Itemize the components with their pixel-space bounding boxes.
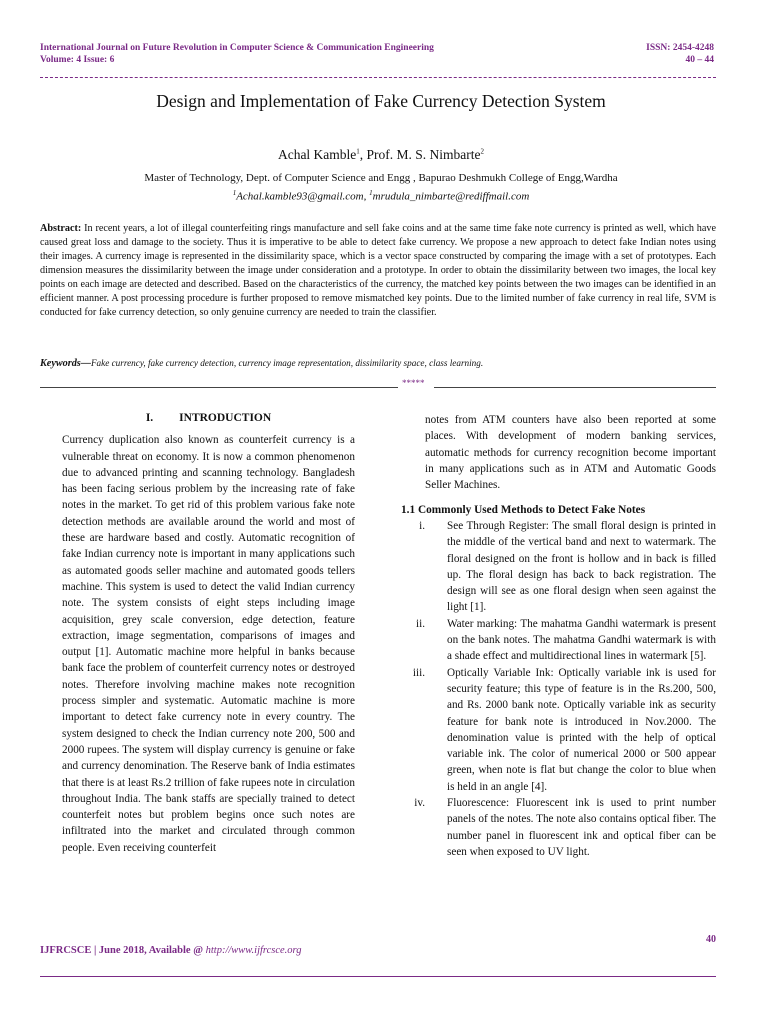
list-item-text: Fluorescence: Fluorescent ink is used to print number panels of the notes. The note also contains optical fiber. The number panel in fluorescent ink and optical fiber can be seen when exposed to UV light.	[447, 797, 716, 858]
email-1: Achal.kamble93@gmail.com,	[236, 190, 370, 203]
paper-title: Design and Implementation of Fake Currency Detection System	[156, 91, 606, 111]
section-separator	[40, 378, 716, 392]
separator-line-right	[434, 387, 716, 388]
journal-volume: Volume: 4 Issue: 6	[40, 54, 115, 65]
separator-stars: *****	[402, 378, 425, 388]
footer	[40, 945, 301, 956]
footer-text: IJFRCSCE | June 2018, Available @	[40, 945, 206, 956]
author-1: Achal Kamble	[277, 147, 357, 162]
author-2-sup: 2	[480, 147, 485, 156]
keywords-label: Keywords—	[40, 358, 91, 369]
email-2-sup: 1	[369, 189, 373, 197]
page-number: 40	[706, 934, 716, 945]
list-item	[401, 518, 716, 616]
subsection-heading: 1.1 Commonly Used Methods to Detect Fake Notes	[401, 504, 646, 516]
section-number: I.	[145, 412, 154, 424]
issn-info	[646, 43, 714, 66]
journal-name: International Journal on Future Revolution in Computer Science & Communication Engineering	[40, 43, 434, 53]
abstract-label: Abstract:	[40, 223, 82, 234]
methods-list	[401, 518, 716, 860]
author-2: , Prof. M. S. Nimbarte	[359, 147, 481, 162]
author-1-sup: 1	[356, 147, 360, 156]
list-item-text: Water marking: The mahatma Gandhi watermark is present on the bank notes. The mahatma Gandhi watermark is with a shade effect and multidirectional lines in watermark [5].	[447, 617, 716, 663]
page-range: 40 – 44	[685, 54, 714, 65]
list-item-number: iv.	[414, 797, 425, 810]
list-item-number: ii.	[415, 617, 425, 630]
list-item-text: Optically Variable Ink: Optically variable ink is used for security feature; this type of feature is in the Rs.200, 500, and Rs. 2000 bank note. Optically variable ink as security feature for bank note is introduced in Nov.2000. The denomination value is printed with the help of optical variable ink. The color of numerical 2000 or 500 appear green, when note is flat but change the color to blue when is held in an angle [4].	[447, 666, 716, 793]
abstract-text: In recent years, a lot of illegal counterfeiting rings manufacture and sell fake coins and at the same time fake note currency is printed as well, which have caused great loss and damage to the society. Thus it is imperative to be able to detect fake currency. We propose a new approach to detect fake Indian notes using their images. A currency image is represented in the dissimilarity space, which is a vector space constructed by comparing the image with a set of prototypes. Each dimension measures the dissimilarity between the image under consideration and a prototype. In order to obtain the dissimilarity between two images, the local key points on each image are detected and described. Based on the characteristics of the currency, the matched key points between the two images can be identified in an efficient manner. A post processing procedure is further proposed to remove mismatched key points. Due to the limited number of fake currency in real life, SVM is conducted for fake currency detection, so only genuine currency are needed to train the classifier.	[40, 223, 716, 318]
emails	[40, 189, 722, 203]
list-item	[401, 616, 716, 665]
email-1-sup: 1	[232, 189, 237, 197]
keywords-text: Fake currency, fake currency detection, currency image representation, dissimilarity space, class learning.	[90, 358, 484, 368]
list-item-number: iii.	[412, 666, 425, 679]
journal-info	[40, 43, 434, 66]
footer-url[interactable]: http://www.ijfrcsce.org	[205, 945, 302, 956]
list-item-number: i.	[419, 520, 425, 532]
right-column	[425, 412, 716, 493]
section-heading-introduction	[62, 410, 355, 426]
issn: ISSN: 2454-4248	[646, 43, 714, 53]
list-item	[401, 795, 716, 860]
header-rule	[40, 77, 716, 78]
intro-continuation: notes from ATM counters have also been reported at some places. With development of modern banking services, automatic methods for currency recognition become important in many applications such as in ATM and Automatic Goods Seller Machines.	[425, 414, 716, 492]
email-2: mrudula_nimbarte@rediffmail.com	[372, 190, 530, 203]
section-title: INTRODUCTION	[179, 412, 272, 424]
list-item	[401, 665, 716, 795]
intro-paragraph: Currency duplication also known as counterfeit currency is a vulnerable threat on economy. It is now a common phenomenon due to advanced printing and scanning technology. Bangladesh has been facing serious problem by the increasing rate of fake notes in the market. To get rid of this problem various fake note detection methods are available around the world and most of these are hardware based and costly. Automatic recognition of fake Indian currency note is important in many applications such as automated goods seller machine and automated goods tellers machine. This system is used to detect the valid Indian currency note. The system consists of eight steps including image acquisition, grey scale conversion, edge detection, feature extraction, image segmentation, comparisons of images and output [1]. Automatic machine more helpful in banks because bank face the problem of counterfeit currency notes or destroyed notes. Therefore involving machine makes note recognition process simpler and systematic. Automatic machine is more important to detect fake currency note in every country. The system designed to check the Indian currency note 200, 500 and 2000 rupees. The system will display currency is genuine or fake and currency denomination. The Reserve bank of India estimates that there is at least Rs.2 trillion of fake rupees note in circulation throughout India. The bank staffs are specially trained to detect counterfeit notes but problem begins once such notes are infiltrated into the market and circulated through common people. Even receiving counterfeit	[62, 434, 355, 854]
separator-line-left	[40, 387, 398, 388]
footer-rule	[40, 976, 716, 977]
keywords	[40, 358, 716, 369]
list-item-text: See Through Register: The small floral design is printed in the middle of the vertical band and next to watermark. The floral designed on the front is hollow and in back is filled up. The floral design has back to back registration. The design will see as one floral design when seen against the light [1].	[447, 520, 716, 614]
left-column	[62, 410, 355, 856]
affiliation: Master of Technology, Dept. of Computer Science and Engg , Bapurao Deshmukh College of Engg,Wardha	[144, 172, 618, 184]
abstract	[40, 222, 716, 320]
authors	[40, 147, 722, 163]
